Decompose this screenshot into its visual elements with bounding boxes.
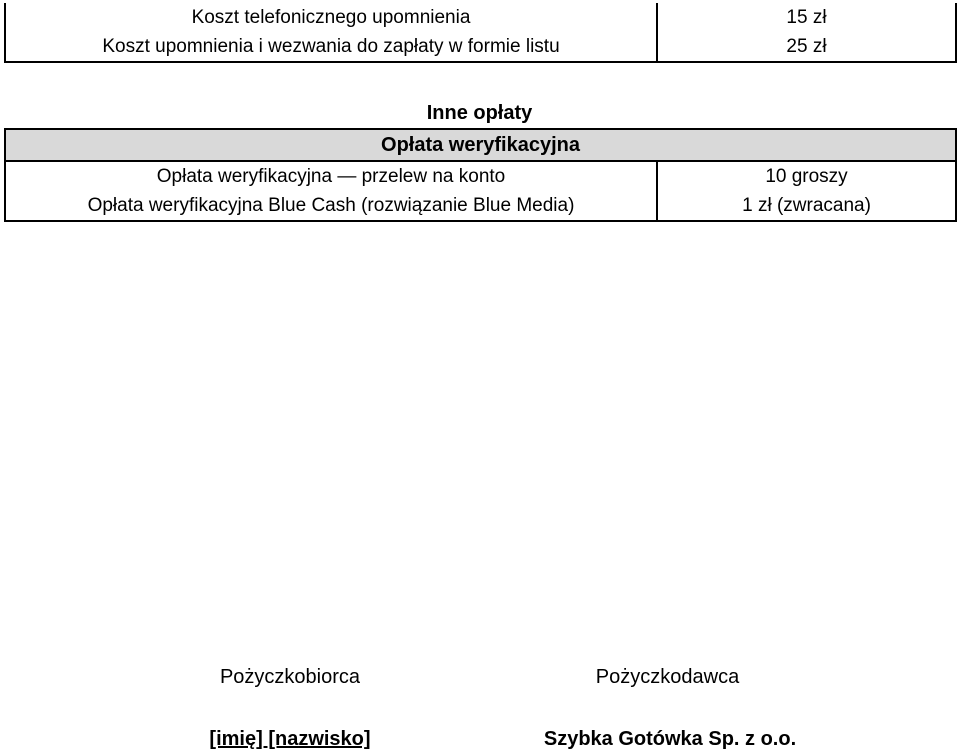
fee-label: Koszt telefonicznego upomnienia [5, 3, 657, 32]
table-row [5, 32, 956, 62]
table-subheader-row [5, 129, 956, 161]
fee-value: 10 groszy [657, 161, 956, 191]
section-heading: Inne opłaty [426, 102, 533, 124]
lender-role-label: Pożyczkodawca [595, 666, 740, 688]
fee-value: 25 zł [657, 32, 956, 62]
table-subheading: Opłata weryfikacyjna [5, 129, 956, 161]
other-fees-table [4, 128, 957, 222]
fee-label: Opłata weryfikacyjna — przelew na konto [5, 161, 657, 191]
table-row [5, 191, 956, 221]
fee-label: Opłata weryfikacyjna Blue Cash (rozwiązanie Blue Media) [5, 191, 657, 221]
fees-table [4, 3, 957, 63]
table-row [5, 3, 956, 32]
table-row [5, 161, 956, 191]
fee-label: Koszt upomnienia i wezwania do zapłaty w formie listu [5, 32, 657, 62]
fee-value: 1 zł (zwracana) [657, 191, 956, 221]
fee-value: 15 zł [657, 3, 956, 32]
lender-name: Szybka Gotówka Sp. z o.o. [543, 728, 797, 750]
borrower-role-label: Pożyczkobiorca [219, 666, 361, 688]
borrower-name: [imię] [nazwisko] [209, 728, 371, 750]
